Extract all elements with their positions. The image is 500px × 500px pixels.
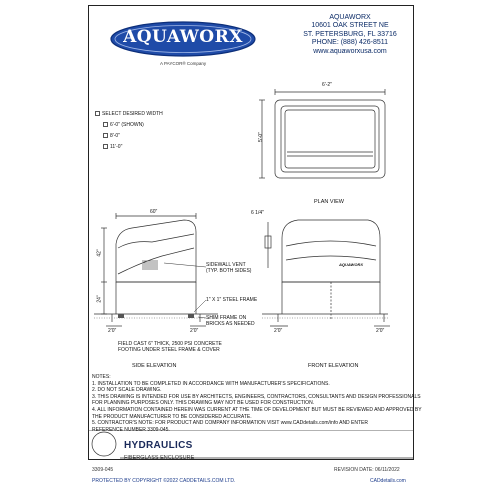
side-base-left-dimension: 2'0" — [108, 328, 117, 334]
steel-frame-callout: 1" X 1" STEEL FRAME — [206, 297, 258, 303]
select-width-heading: SELECT DESIRED WIDTH — [102, 111, 163, 117]
width-option-8ft-label: 8'-0" — [110, 133, 120, 139]
front-base-left-dimension: 2'0" — [274, 328, 283, 334]
plan-depth-dimension: 5'-0" — [257, 132, 264, 142]
plan-view-label: PLAN VIEW — [314, 199, 344, 205]
logo-text: AQUAWORX — [123, 27, 243, 47]
width-option-8ft-checkbox[interactable] — [103, 133, 108, 138]
note-line: 3. THIS DRAWING IS INTENDED FOR USE BY ARCHITECTS, ENGINEERS, CONTRACTORS, CONSULTANTS AND DESIGN PROFESSIONALS — [92, 393, 421, 400]
side-frame-dimension: 24" — [96, 295, 103, 303]
caddetails-link[interactable]: CADdetails.com — [370, 478, 406, 484]
note-line: 5. CONTRACTOR'S NOTE: FOR PRODUCT AND COMPANY INFORMATION VISIT www.CADdetails.com/info AND ENTER — [92, 420, 368, 427]
front-elevation-drawing — [260, 208, 390, 338]
note-line: 2. DO NOT SCALE DRAWING. — [92, 387, 162, 394]
drawing-title: HYDRAULICS — [124, 440, 193, 451]
company-website: www.aquaworxusa.com — [313, 47, 387, 55]
front-brand-mark: AQUAWORX — [339, 262, 363, 267]
plan-view-drawing — [250, 80, 410, 190]
front-top-dimension: 6 1/4" — [251, 210, 264, 216]
side-base-right-dimension: 2'0" — [190, 328, 199, 334]
notes-heading: NOTES: — [92, 374, 111, 380]
sidewall-vent-callout-note: (TYP. BOTH SIDES) — [206, 268, 252, 274]
width-option-6ft-checkbox[interactable] — [103, 122, 108, 127]
note-line: REFERENCE NUMBER 3309-045. — [92, 426, 170, 433]
note-line: FOR PLANNING PURPOSES ONLY. THIS DRAWING MAY NOT BE USED FOR CONSTRUCTION. — [92, 400, 315, 407]
shim-frame-callout: SHIM FRAME ON — [206, 315, 247, 321]
company-city: ST. PETERSBURG, FL 33716 — [303, 30, 397, 38]
footing-callout-note: FOOTING UNDER STEEL FRAME & COVER — [118, 347, 220, 353]
logo-tagline: A PAYCOR® Company — [160, 61, 207, 66]
side-elevation-label: SIDE ELEVATION — [132, 363, 177, 369]
copyright-notice: PROTECTED BY COPYRIGHT ©2022 CADDETAILS.COM LTD. — [92, 478, 236, 484]
aquaworx-logo — [108, 20, 258, 60]
side-width-dimension: 60" — [150, 209, 158, 215]
drawing-number: 3309-045 — [92, 467, 114, 473]
note-line: 4. ALL INFORMATION CONTAINED HEREIN WAS CURRENT AT THE TIME OF DEVELOPMENT BUT MUST BE REVIEWED AND APPROVED BY — [92, 406, 422, 413]
sidewall-vent-callout: SIDEWALL VENT — [206, 262, 246, 268]
front-elevation-label: FRONT ELEVATION — [308, 363, 359, 369]
notes-block — [92, 374, 422, 433]
company-street: 10601 OAK STREET NE — [311, 22, 389, 30]
front-base-right-dimension: 2'0" — [376, 328, 385, 334]
callout-leaders — [150, 255, 210, 350]
drawing-subtitle: FIBERGLASS ENCLOSURE — [124, 455, 195, 461]
company-address-block — [300, 14, 400, 56]
select-width-checkbox[interactable] — [95, 111, 100, 116]
width-option-6ft-label: 6'-0" (SHOWN) — [110, 122, 144, 128]
plan-width-dimension: 6'-2" — [322, 82, 332, 88]
company-name: AQUAWORX — [329, 14, 371, 21]
shim-frame-callout-note: BRICKS AS NEEDED — [206, 321, 255, 327]
company-phone: PHONE: (888) 426-8511 — [311, 39, 389, 47]
width-option-11ft-label: 11'-0" — [110, 144, 123, 150]
side-height-dimension: 42" — [96, 249, 103, 257]
note-line: THE PRODUCT MANUFACTURER TO BE CONSIDERED ACCURATE. — [92, 413, 252, 420]
revision-date: REVISION DATE: 06/11/2022 — [334, 467, 400, 473]
footing-callout: FIELD CAST 6" THICK, 2500 PSI CONCRETE — [118, 341, 222, 347]
width-option-11ft-checkbox[interactable] — [103, 144, 108, 149]
note-line: 1. INSTALLATION TO BE COMPLETED IN ACCORDANCE WITH MANUFACTURER'S SPECIFICATIONS. — [92, 380, 330, 387]
